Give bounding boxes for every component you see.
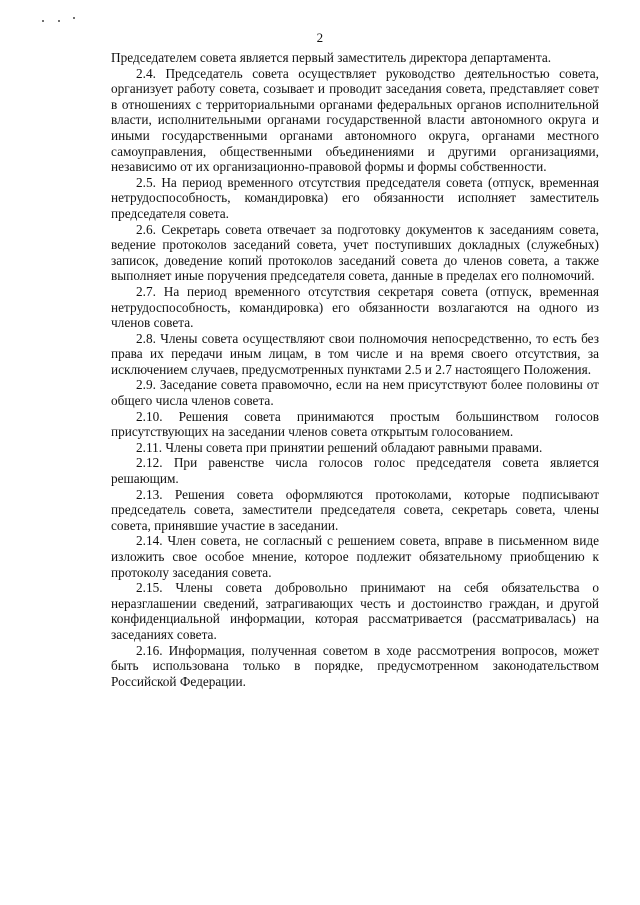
paragraph-2-15: 2.15. Члены совета добровольно принимают на себя обязательства о неразглашении сведений, затрагивающих честь и достоинство граждан, и другой конфиденциальной информации, которая рассматривается (рассматривалась) на заседаниях совета. [111, 580, 599, 642]
paragraph-2-7: 2.7. На период временного отсутствия секретаря совета (отпуск, временная нетрудоспособность, командировка) его обязанности возлагаются на одного из членов совета. [111, 283, 599, 331]
paragraph-intro: Председателем совета является первый заместитель директора департамента. [111, 50, 552, 65]
scan-artifact-dot [58, 20, 60, 22]
paragraph-2-9: 2.9. Заседание совета правомочно, если на нем присутствуют более половины от общего числа членов совета. [111, 377, 599, 409]
paragraph-2-16: 2.16. Информация, полученная советом в ходе рассмотрения вопросов, может быть использована только в порядке, предусмотренном законодательством Российской Федерации. [111, 642, 599, 689]
paragraph-2-11: 2.11. Члены совета при принятии решений обладают равными правами. [136, 439, 543, 455]
paragraph-2-14: 2.14. Член совета, не согласный с решением совета, вправе в письменном виде изложить свое особое мнение, которое подлежит обязательному приобщению к протоколу заседания совета. [111, 533, 599, 580]
paragraph-2-10: 2.10. Решения совета принимаются простым большинством голосов присутствующих на заседании членов совета открытым голосованием. [111, 408, 599, 440]
scan-artifact-dot [73, 17, 75, 19]
paragraph-2-8: 2.8. Члены совета осуществляют свои полномочия непосредственно, то есть без права их передачи иным лицам, в том числе и на время своего отсутствия, за исключением случаев, предусмотренных пунктами 2.5 и 2.7 настоящего Положения. [111, 330, 599, 377]
paragraph-2-12: 2.12. При равенстве числа голосов голос председателя совета является решающим. [111, 455, 599, 487]
page-number: 2 [316, 30, 324, 45]
document-body [111, 50, 599, 689]
paragraph-2-4: 2.4. Председатель совета осуществляет руководство деятельностью совета, организует работу совета, созывает и проводит заседания совета, представляет совет в отношениях с территориальными органами федеральных органов исполнительной власти, исполнительными органами государственной власти автономного округа и иными государственными органами автономного округа, органами местного самоуправления, общественными объединениями и другими организациями, независимо от их организационно-правовой формы и формы собственности. [111, 65, 599, 175]
scan-artifact-dot [42, 20, 44, 22]
paragraph-2-13: 2.13. Решения совета оформляются протоколами, которые подписывают председатель совета, заместители председателя совета, секретарь совета, члены совета, принявшие участие в заседании. [111, 486, 599, 533]
paragraph-2-5: 2.5. На период временного отсутствия председателя совета (отпуск, временная нетрудоспособность, командировка) его обязанности исполняет заместитель председателя совета. [111, 174, 599, 221]
paragraph-2-6: 2.6. Секретарь совета отвечает за подготовку документов к заседаниям совета, ведение протоколов заседаний совета, учет поступивших докладных (служебных) записок, доведение копий протоколов заседаний совета до членов совета, а также выполняет иные поручения председателя совета, данные в пределах его полномочий. [111, 221, 599, 284]
